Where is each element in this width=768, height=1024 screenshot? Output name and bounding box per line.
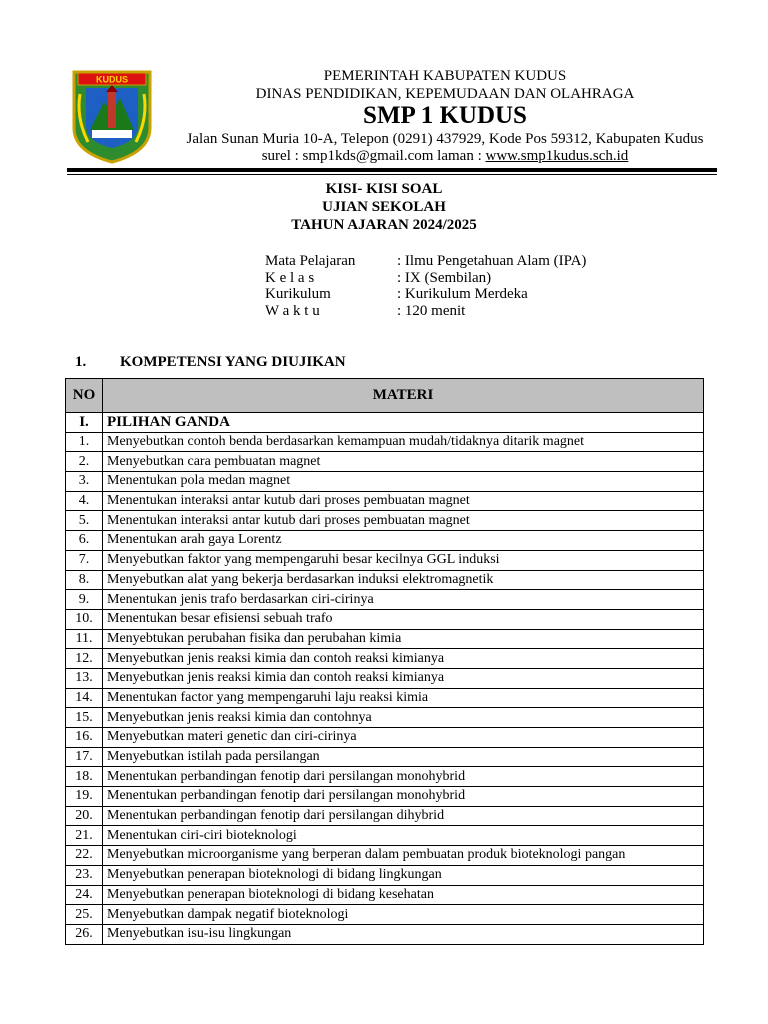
row-number: 14. [66, 688, 103, 708]
competency-table [65, 378, 704, 945]
row-materi: Menentukan jenis trafo berdasarkan ciri-cirinya [103, 590, 704, 610]
table-row [66, 905, 704, 925]
row-number: 25. [66, 905, 103, 925]
info-value: : Kurikulum Merdeka [397, 286, 528, 302]
emblem-label: KUDUS [95, 74, 129, 85]
table-row [66, 885, 704, 905]
row-materi: Menyebutkan jenis reaksi kimia dan contoh reaksi kimianya [103, 649, 704, 669]
info-row [265, 253, 665, 270]
row-materi: Menyebtukan perubahan fisika dan perubahan kimia [103, 629, 704, 649]
row-materi: Menentukan pola medan magnet [103, 472, 704, 492]
row-materi: Menyebutkan microorganisme yang berperan dalam pembuatan produk bioteknologi pangan [103, 846, 704, 866]
row-number: 12. [66, 649, 103, 669]
row-materi: Menentukan ciri-ciri bioteknologi [103, 826, 704, 846]
info-row [265, 286, 665, 303]
row-materi: Menentukan factor yang mempengaruhi laju reaksi kimia [103, 688, 704, 708]
info-row [265, 303, 665, 320]
letterhead [0, 0, 768, 175]
row-materi: Menyebutkan materi genetic dan ciri-cirinya [103, 728, 704, 748]
group-no: I. [66, 413, 103, 433]
row-number: 9. [66, 590, 103, 610]
row-number: 18. [66, 767, 103, 787]
row-materi: Menyebutkan isu-isu lingkungan [103, 924, 704, 944]
row-number: 20. [66, 806, 103, 826]
row-materi: Menentukan perbandingan fenotip dari persilangan dihybrid [103, 806, 704, 826]
row-materi: Menyebutkan dampak negatif bioteknologi [103, 905, 704, 925]
row-number: 26. [66, 924, 103, 944]
row-number: 6. [66, 531, 103, 551]
row-number: 5. [66, 511, 103, 531]
website-link[interactable]: www.smp1kudus.sch.id [485, 148, 629, 164]
row-number: 22. [66, 846, 103, 866]
academic-year: TAHUN AJARAN 2024/2025 [291, 217, 477, 233]
row-number: 2. [66, 452, 103, 472]
table-row [66, 846, 704, 866]
row-number: 17. [66, 747, 103, 767]
table-row [66, 708, 704, 728]
row-materi: Menyebutkan contoh benda berdasarkan kemampuan mudah/tidaknya ditarik magnet [103, 432, 704, 452]
row-number: 3. [66, 472, 103, 492]
table-row [66, 590, 704, 610]
table-row [66, 629, 704, 649]
government-name: PEMERINTAH KABUPATEN KUDUS [323, 68, 567, 84]
row-number: 15. [66, 708, 103, 728]
row-number: 7. [66, 550, 103, 570]
table-row [66, 452, 704, 472]
row-number: 16. [66, 728, 103, 748]
table-row [66, 688, 704, 708]
letterhead-divider-thin [67, 174, 717, 175]
row-number: 19. [66, 787, 103, 807]
table-row [66, 924, 704, 944]
school-name: SMP 1 KUDUS [363, 102, 527, 129]
row-number: 21. [66, 826, 103, 846]
row-materi: Menyebutkan istilah pada persilangan [103, 747, 704, 767]
table-header-row [66, 379, 704, 413]
row-number: 10. [66, 609, 103, 629]
table-row [66, 531, 704, 551]
department-name: DINAS PENDIDIKAN, KEPEMUDAAN DAN OLAHRAGA [255, 86, 635, 102]
table-row [66, 491, 704, 511]
row-materi: Menentukan perbandingan fenotip dari persilangan monohybrid [103, 787, 704, 807]
row-number: 4. [66, 491, 103, 511]
table-body [66, 413, 704, 945]
table-row [66, 668, 704, 688]
school-address: Jalan Sunan Muria 10-A, Telepon (0291) 437929, Kode Pos 59312, Kabupaten Kudus [186, 131, 704, 147]
info-label: Kurikulum [265, 286, 331, 302]
school-contact [150, 148, 740, 165]
exam-info [265, 253, 665, 319]
table-group-row [66, 413, 704, 433]
row-materi: Menentukan besar efisiensi sebuah trafo [103, 609, 704, 629]
row-materi: Menyebutkan cara pembuatan magnet [103, 452, 704, 472]
info-label: W a k t u [265, 302, 320, 319]
contact-email: surel : smp1kds@gmail.com laman : [261, 148, 486, 164]
table-row [66, 570, 704, 590]
table-row [66, 472, 704, 492]
row-materi: Menyebutkan penerapan bioteknologi di bidang lingkungan [103, 865, 704, 885]
kudus-regency-emblem-icon [70, 68, 154, 164]
row-materi: Menyebutkan penerapan bioteknologi di bidang kesehatan [103, 885, 704, 905]
table-row [66, 826, 704, 846]
info-value: : IX (Sembilan) [397, 269, 492, 286]
document-subtitle: UJIAN SEKOLAH [322, 199, 446, 215]
info-row [265, 270, 665, 287]
row-number: 11. [66, 629, 103, 649]
row-materi: Menentukan arah gaya Lorentz [103, 531, 704, 551]
info-label: Mata Pelajaran [265, 253, 356, 269]
info-value: : Ilmu Pengetahuan Alam (IPA) [397, 253, 587, 269]
table-row [66, 511, 704, 531]
table-row [66, 767, 704, 787]
row-materi: Menentukan perbandingan fenotip dari persilangan monohybrid [103, 767, 704, 787]
info-value: : 120 menit [397, 302, 466, 319]
row-number: 8. [66, 570, 103, 590]
row-materi: Menyebutkan alat yang bekerja berdasarkan induksi elektromagnetik [103, 570, 704, 590]
table-row [66, 865, 704, 885]
table-row [66, 609, 704, 629]
row-materi: Menyebutkan jenis reaksi kimia dan contoh reaksi kimianya [103, 668, 704, 688]
table-row [66, 728, 704, 748]
letterhead-divider-thick [67, 168, 717, 172]
table-row [66, 432, 704, 452]
group-label: PILIHAN GANDA [103, 413, 704, 433]
row-materi: Menentukan interaksi antar kutub dari proses pembuatan magnet [103, 491, 704, 511]
row-number: 23. [66, 865, 103, 885]
header-no: NO [66, 379, 103, 413]
row-number: 1. [66, 432, 103, 452]
section-number: 1. [75, 354, 87, 370]
row-number: 13. [66, 668, 103, 688]
section-title: KOMPETENSI YANG DIUJIKAN [120, 354, 346, 370]
row-materi: Menentukan interaksi antar kutub dari proses pembuatan magnet [103, 511, 704, 531]
table-row [66, 747, 704, 767]
table-row [66, 550, 704, 570]
document-title: KISI- KISI SOAL [325, 181, 443, 197]
header-materi: MATERI [103, 379, 704, 413]
info-label: K e l a s [265, 269, 315, 286]
row-materi: Menyebutkan jenis reaksi kimia dan contohnya [103, 708, 704, 728]
row-materi: Menyebutkan faktor yang mempengaruhi besar kecilnya GGL induksi [103, 550, 704, 570]
table-row [66, 649, 704, 669]
table-row [66, 787, 704, 807]
table-row [66, 806, 704, 826]
row-number: 24. [66, 885, 103, 905]
